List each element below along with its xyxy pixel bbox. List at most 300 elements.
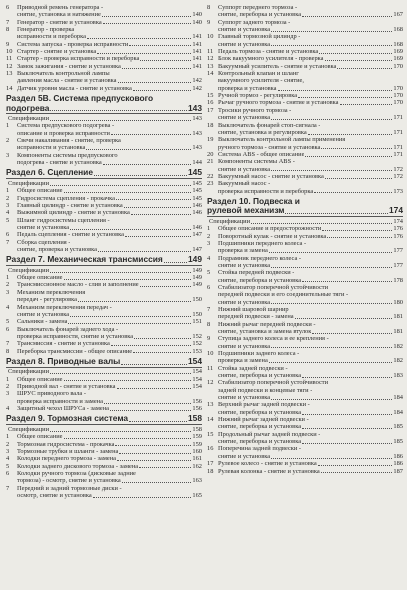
toc-entry xyxy=(207,63,403,70)
entry-title-line: Выключатель фонарей заднего хода - xyxy=(17,325,119,333)
toc-entry xyxy=(6,281,202,288)
entry-title-line: Компоненты системы предпускового xyxy=(17,151,118,159)
page-number: 171 xyxy=(393,128,403,136)
entry-number: 4 xyxy=(207,254,211,262)
entry-title-line: тормоза) - осмотр, снятие и установка xyxy=(17,477,121,485)
page-number: 141 xyxy=(192,33,202,41)
dot-leader xyxy=(133,90,192,91)
entry-number: 11 xyxy=(207,48,214,56)
entry-line xyxy=(218,240,403,247)
entry-body xyxy=(218,321,403,336)
entry-body xyxy=(17,455,202,462)
entry-line xyxy=(218,136,403,143)
section-heading xyxy=(6,414,202,423)
entry-body xyxy=(218,99,403,106)
entry-number: 8 xyxy=(207,4,211,11)
entry-line xyxy=(17,137,202,144)
entry-number: 12 xyxy=(6,62,13,70)
entry-line xyxy=(218,99,403,106)
toc-entry xyxy=(6,383,202,390)
page-number: 145 xyxy=(192,187,202,195)
entry-line xyxy=(218,423,403,430)
entry-number: 6 xyxy=(6,469,10,477)
dot-leader xyxy=(285,213,388,214)
entry-line xyxy=(218,306,403,313)
page-number: 144 xyxy=(192,159,202,167)
section-page-number: 143 xyxy=(188,102,202,113)
entry-line xyxy=(218,77,403,84)
page-number: 168 xyxy=(393,40,403,48)
dot-leader xyxy=(86,149,191,150)
dot-leader xyxy=(119,453,191,454)
entry-title-line: Подшипники заднего колеса - xyxy=(218,350,300,357)
entry-number: 8 xyxy=(207,320,211,328)
entry-line xyxy=(17,19,202,26)
entry-title-line: Тормозная гидросистема - прокачка xyxy=(17,440,115,448)
entry-line xyxy=(218,372,403,379)
entry-number: 14 xyxy=(207,70,214,78)
entry-title-line: Переборка трансмиссии - общее описание xyxy=(17,347,133,355)
entry-line xyxy=(218,284,403,291)
entry-line xyxy=(218,92,403,99)
entry-line xyxy=(218,269,403,276)
entry-body xyxy=(218,468,403,475)
entry-line xyxy=(218,129,403,136)
page-number: 141 xyxy=(192,40,202,48)
section-page-number: 145 xyxy=(188,167,202,178)
page-number: 170 xyxy=(393,84,403,92)
entry-title-line: Вакуумный усилитель - снятие и установка xyxy=(218,62,337,70)
entry-number: 13 xyxy=(207,401,214,409)
entry-body xyxy=(218,379,403,401)
toc-entry xyxy=(6,376,202,383)
entry-line xyxy=(17,41,202,48)
entry-title-line: Общее описание xyxy=(17,433,63,441)
entry-line xyxy=(218,350,403,357)
entry-title-line: Вакуумный насос - снятие и установка xyxy=(218,172,324,180)
section-title: Раздел 9. Тормозная система xyxy=(6,413,129,424)
entry-body xyxy=(218,63,403,70)
page-number: 170 xyxy=(393,62,403,70)
entry-line xyxy=(218,188,403,195)
page-number: 153 xyxy=(192,347,202,355)
page-number: 176 xyxy=(393,225,403,233)
entry-line xyxy=(218,114,403,121)
entry-title-line: Поперечина задней подвески - xyxy=(218,445,302,453)
entry-body xyxy=(218,460,403,467)
dot-leader xyxy=(50,185,191,186)
entry-line xyxy=(17,463,202,470)
toc-entry xyxy=(207,136,403,151)
entry-line xyxy=(17,296,202,303)
entry-line xyxy=(17,187,202,194)
toc-entry xyxy=(207,225,403,232)
entry-body xyxy=(17,55,202,62)
toc-entry xyxy=(207,107,403,122)
dot-leader xyxy=(340,104,393,105)
page-number: 177 xyxy=(393,261,403,269)
entry-number: 16 xyxy=(207,445,214,453)
dot-leader xyxy=(302,443,392,444)
dot-leader xyxy=(70,316,191,317)
page-number: 177 xyxy=(393,247,403,255)
dot-leader xyxy=(129,421,187,422)
entry-line xyxy=(17,326,202,333)
entry-body xyxy=(17,304,202,319)
dot-leader xyxy=(269,362,393,363)
entry-title-line: снятие, переборка и установка xyxy=(218,276,302,284)
entry-number: 15 xyxy=(207,92,214,100)
dot-leader xyxy=(271,267,392,268)
dot-leader xyxy=(70,229,191,230)
entry-title-line: вакуумного усилителя - снятие, xyxy=(218,77,304,85)
entry-line xyxy=(17,405,202,412)
toc-entry xyxy=(6,390,202,405)
entry-number: 14 xyxy=(6,84,13,92)
dot-leader xyxy=(102,16,192,17)
entry-title-line: снятие и установка xyxy=(218,298,271,306)
toc-entry xyxy=(6,274,202,281)
entry-line xyxy=(218,173,403,180)
entry-title-line: снятие и установка xyxy=(218,165,271,173)
toc-entry xyxy=(207,122,403,137)
page-number: 150 xyxy=(192,296,202,304)
page-number: 184 xyxy=(393,394,403,402)
entry-line xyxy=(218,41,403,48)
entry-title-line: описание и проверка исправности xyxy=(17,129,110,137)
entry-line xyxy=(17,11,202,18)
entry-body xyxy=(17,239,202,254)
entry-title-line: Контрольный клапан и шланг xyxy=(218,70,299,78)
entry-title-line: Главный цилиндр - снятие и установка xyxy=(17,201,123,209)
page-number: 165 xyxy=(192,492,202,499)
entry-line xyxy=(218,394,403,401)
entry-title-line: Стартер - проверка исправности и переборка xyxy=(17,55,140,63)
entry-line xyxy=(17,55,202,62)
dot-leader xyxy=(139,467,191,468)
toc-entry xyxy=(6,63,202,70)
section-heading xyxy=(6,357,202,366)
toc-entry xyxy=(6,441,202,448)
page-number: 146 xyxy=(192,223,202,231)
entry-title-line: Механизм переключения xyxy=(17,288,86,296)
entry-line xyxy=(17,333,202,340)
page-number: 161 xyxy=(192,455,202,463)
page-number: 184 xyxy=(393,408,403,416)
entry-line xyxy=(17,311,202,318)
entry-line xyxy=(218,144,403,151)
dot-leader xyxy=(302,16,392,17)
toc-entry xyxy=(207,99,403,106)
entry-line xyxy=(218,313,403,320)
page-number: 156 xyxy=(192,405,202,413)
entry-line xyxy=(17,274,202,281)
entry-title-line: Подрамник переднего колеса - xyxy=(218,254,302,262)
dot-leader xyxy=(97,53,191,54)
dot-leader xyxy=(271,303,392,304)
entry-title-line: Поворотный кулак - снятие и установка xyxy=(218,232,327,240)
entry-line xyxy=(17,376,202,383)
page-number: 145 xyxy=(192,194,202,202)
toc-entry xyxy=(207,158,403,173)
section-title-line xyxy=(6,104,202,113)
section-title-line xyxy=(6,168,202,177)
dot-leader xyxy=(251,223,392,224)
entry-title-line: Суппорт переднего тормоза - xyxy=(218,4,298,11)
entry-body xyxy=(218,431,403,446)
entry-number: 7 xyxy=(6,18,10,26)
dot-leader xyxy=(121,364,187,365)
section-title: Раздел 6. Сцепление xyxy=(6,167,93,178)
entry-line xyxy=(17,144,202,151)
entry-title-line: снятие, установка и натяжение xyxy=(17,11,101,19)
entry-line xyxy=(17,448,202,455)
page-number: 140 xyxy=(192,11,202,19)
entry-line xyxy=(17,159,202,166)
section-heading xyxy=(6,168,202,177)
entry-number: 7 xyxy=(6,340,10,348)
entry-body xyxy=(17,289,202,304)
dot-leader xyxy=(131,214,192,215)
entry-number: 1 xyxy=(207,225,211,233)
section-heading xyxy=(6,255,202,264)
toc-entry xyxy=(6,405,202,412)
page-number: 180 xyxy=(393,298,403,306)
dot-leader xyxy=(302,281,392,282)
dot-leader xyxy=(321,148,392,149)
entry-body xyxy=(17,281,202,288)
entry-number: 2 xyxy=(6,281,10,289)
entry-number: 5 xyxy=(6,462,10,470)
section-page-number: 154 xyxy=(188,355,202,366)
page-number: 154 xyxy=(192,383,202,391)
entry-body xyxy=(17,376,202,383)
entry-title-line: снятие и установка xyxy=(218,114,271,122)
specifications-label: Спецификации xyxy=(8,179,50,187)
entry-body xyxy=(17,187,202,194)
entry-body xyxy=(218,269,403,284)
page-number: 172 xyxy=(393,165,403,173)
entry-number: 6 xyxy=(207,283,211,291)
dot-leader xyxy=(295,318,393,319)
dot-leader xyxy=(93,497,192,498)
entry-line xyxy=(17,383,202,390)
entry-number: 18 xyxy=(207,467,214,475)
entry-title-line: Колодки переднего тормоза - замена xyxy=(17,455,117,463)
section-title: Раздел 7. Механическая трансмиссия xyxy=(6,254,163,265)
entry-title-line: Стойка задней подвески - xyxy=(218,364,288,372)
entry-title-line: Продольный рычаг задней подвески - xyxy=(218,430,321,438)
entry-title-line: снятие и установка xyxy=(218,40,271,48)
entry-body xyxy=(17,463,202,470)
entry-line xyxy=(218,409,403,416)
entry-title-line: Рулевая колонка - снятие и установка xyxy=(218,467,320,475)
entry-title-line: проверка исправности, снятие и установка xyxy=(17,332,134,340)
toc-entry xyxy=(207,269,403,284)
dot-leader xyxy=(98,251,191,252)
section-title: Раздел 5В. Система предпускового xyxy=(6,93,154,104)
entry-body xyxy=(218,365,403,380)
entry-number: 2 xyxy=(6,383,10,391)
page-number: 154 xyxy=(192,375,202,383)
dot-leader xyxy=(111,345,192,346)
entry-line xyxy=(17,152,202,159)
dot-leader xyxy=(111,134,192,135)
entry-line xyxy=(218,225,403,232)
dot-leader xyxy=(68,323,191,324)
entry-number: 13 xyxy=(6,70,13,78)
page-number: 143 xyxy=(192,144,202,152)
dot-leader xyxy=(50,431,191,432)
entry-line xyxy=(17,470,202,477)
entry-title-line: Гидросистема сцепления - прокачка xyxy=(17,194,115,202)
entry-number: 4 xyxy=(6,455,10,463)
dot-leader xyxy=(78,301,191,302)
entry-body xyxy=(218,173,403,180)
entry-title-line: Защитный чехол ШРУСа - замена xyxy=(17,405,110,413)
entry-number: 20 xyxy=(207,150,214,158)
toc-entry xyxy=(207,19,403,34)
dot-leader xyxy=(122,68,192,69)
dot-leader xyxy=(115,445,191,446)
entry-title-line: Ручной тормоз - регулировка xyxy=(218,92,298,100)
entry-title-line: снятие и установка xyxy=(218,342,271,350)
entry-line xyxy=(218,63,403,70)
entry-number: 11 xyxy=(207,364,214,372)
section-title-line xyxy=(6,357,202,366)
toc-entry xyxy=(6,304,202,319)
dot-leader xyxy=(129,45,191,46)
specifications-row xyxy=(207,218,403,225)
toc-entry xyxy=(6,470,202,485)
entry-title-line: передней подвески - замена xyxy=(218,313,294,321)
toc-entry xyxy=(6,348,202,355)
entry-title-line: Нижний шаровой шарнир xyxy=(218,305,289,313)
entry-line xyxy=(17,348,202,355)
entry-line xyxy=(17,281,202,288)
page-number: 171 xyxy=(393,114,403,122)
entry-line xyxy=(17,195,202,202)
entry-line xyxy=(218,26,403,33)
toc-entry xyxy=(6,217,202,232)
entry-title-line: снятие, переборка и установка xyxy=(218,423,302,431)
entry-title-line: исправности и переборка xyxy=(17,33,86,41)
toc-entry xyxy=(6,41,202,48)
toc-entry xyxy=(207,350,403,365)
entry-title-line: снятие, переборка и установка xyxy=(218,408,302,416)
entry-title-line: Колодки ручного тормоза (дисковые задние xyxy=(17,469,136,477)
entry-line xyxy=(218,151,403,158)
entry-line xyxy=(218,33,403,40)
toc-entry xyxy=(6,485,202,500)
entry-body xyxy=(17,441,202,448)
page-number: 160 xyxy=(192,447,202,455)
entry-line xyxy=(17,318,202,325)
entry-body xyxy=(218,255,403,270)
dot-leader xyxy=(337,68,392,69)
dot-leader xyxy=(50,120,191,121)
entry-line xyxy=(17,390,202,397)
specifications-label: Спецификации xyxy=(8,266,50,274)
toc-entry xyxy=(207,445,403,460)
entry-number: 1 xyxy=(6,187,10,195)
section-page-number: 158 xyxy=(188,413,202,424)
toc-entry xyxy=(6,209,202,216)
entry-number: 7 xyxy=(6,238,10,246)
toc-entry xyxy=(6,326,202,341)
entry-body xyxy=(218,151,403,158)
page-number: 172 xyxy=(393,172,403,180)
entry-line xyxy=(218,122,403,129)
page-number: 182 xyxy=(393,357,403,365)
toc-entry xyxy=(6,26,202,41)
entry-number: 2 xyxy=(6,137,10,145)
entry-number: 4 xyxy=(6,405,10,413)
entry-number: 22 xyxy=(207,172,214,180)
entry-number: 3 xyxy=(6,288,10,296)
entry-title-line: Трансмиссионное масло - слив и заполнение xyxy=(17,281,139,289)
entry-number: 17 xyxy=(207,460,214,468)
entry-title-line: Нижний рычаг передней подвески - xyxy=(218,320,316,328)
entry-title-line: снятие, проверка и установка xyxy=(17,245,97,253)
entry-title-line: Шланг гидросистемы сцепления - xyxy=(17,216,110,224)
entry-number: 8 xyxy=(6,26,10,34)
entry-line xyxy=(218,70,403,77)
specifications-row xyxy=(6,267,202,274)
entry-body xyxy=(17,274,202,281)
entry-line xyxy=(218,262,403,269)
dot-leader xyxy=(134,338,191,339)
dot-leader xyxy=(124,207,192,208)
entry-line xyxy=(17,239,202,246)
specifications-row xyxy=(6,180,202,187)
entry-line xyxy=(218,357,403,364)
page-number: 141 xyxy=(192,55,202,63)
entry-line xyxy=(218,453,403,460)
specifications-row xyxy=(6,426,202,433)
entry-title-line: Стартер - снятие и установка xyxy=(17,48,97,56)
entry-number: 7 xyxy=(6,484,10,492)
entry-line xyxy=(17,246,202,253)
page-number: 182 xyxy=(393,342,403,350)
toc-entry xyxy=(6,4,202,19)
entry-body xyxy=(218,401,403,416)
entry-body xyxy=(218,19,403,34)
toc-entry xyxy=(207,416,403,431)
entry-number: 9 xyxy=(6,40,10,48)
entry-title-line: Главный тормозной цилиндр - xyxy=(218,33,301,41)
entry-number: 17 xyxy=(207,106,214,114)
dot-leader xyxy=(140,286,192,287)
entry-title-line: Тормозные трубки и шланги - замена xyxy=(17,447,119,455)
entry-title-line: проверка и замена xyxy=(218,247,268,255)
page-number: 178 xyxy=(393,276,403,284)
entry-line xyxy=(218,11,403,18)
page-number: 149 xyxy=(192,274,202,282)
entry-body xyxy=(218,284,403,306)
entry-body xyxy=(17,390,202,405)
toc-entry xyxy=(207,55,403,62)
entry-body xyxy=(17,122,202,137)
entry-body xyxy=(17,340,202,347)
entry-line xyxy=(17,26,202,33)
entry-title-line: Трансмиссия - снятие и установка xyxy=(17,340,110,348)
page-number: 170 xyxy=(393,99,403,107)
toc-entry xyxy=(6,318,202,325)
dot-leader xyxy=(50,272,191,273)
dot-leader xyxy=(314,192,392,193)
entry-number: 3 xyxy=(6,201,10,209)
